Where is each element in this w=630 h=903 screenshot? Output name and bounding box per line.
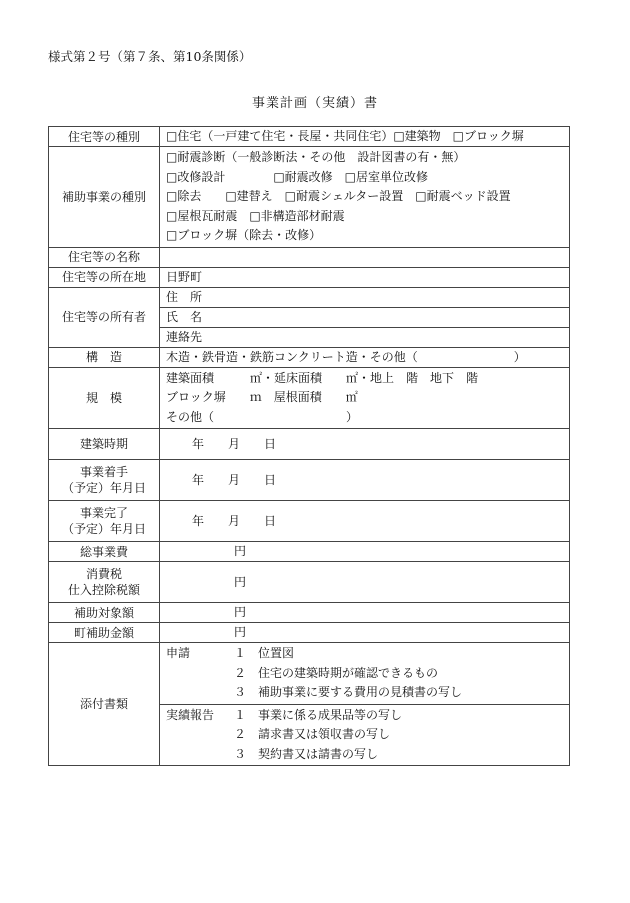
attachment-item: [166, 706, 569, 726]
row-town-subsidy: [49, 623, 570, 643]
subsidy-option-line[interactable]: □改修設計 □耐震改修 □居室単位改修: [166, 169, 429, 184]
row-attachments-application: [49, 643, 570, 705]
building-type-options[interactable]: □住宅（一戸建て住宅・長屋・共同住宅）□建築物 □ブロック塀: [160, 127, 570, 147]
attachment-text: 契約書又は請書の写し: [258, 746, 379, 761]
owner-contact-field[interactable]: 連絡先: [160, 327, 570, 347]
start-date-field[interactable]: 年 月 日: [160, 460, 570, 501]
attachment-number: １: [234, 707, 247, 722]
attachment-item: [166, 683, 569, 703]
row-total-cost: [49, 542, 570, 562]
attachment-number: ２: [234, 727, 247, 741]
attachments-application: [160, 643, 570, 705]
scale-fields: [160, 367, 570, 429]
built-date-field[interactable]: 年 月 日: [160, 429, 570, 460]
attachment-text: 請求書又は領収書の写し: [258, 727, 391, 741]
label-end-line2: （予定）年月日: [61, 522, 146, 536]
scale-line[interactable]: 建築面積 ㎡・延床面積 ㎡・地上 階 地下 階: [166, 370, 479, 385]
label-location: 住宅等の所在地: [49, 267, 160, 287]
attachment-item: [166, 725, 569, 745]
subsidy-option-line[interactable]: □除去 □建替え □耐震シェルター設置 □耐震ベッド設置: [166, 189, 511, 203]
end-date-field[interactable]: 年 月 日: [160, 501, 570, 542]
total-cost-field[interactable]: 円: [160, 542, 570, 562]
attachment-item: [166, 664, 569, 684]
subsidy-option-line[interactable]: □耐震診断（一般診断法・その他 設計図書の有・無）: [166, 150, 466, 164]
attachment-number: ２: [234, 665, 247, 680]
label-owner: 住宅等の所有者: [49, 287, 160, 347]
row-location: [49, 267, 570, 287]
label-start-line1: 事業着手: [79, 465, 128, 479]
label-scale: 規 模: [49, 367, 160, 429]
owner-address-field[interactable]: 住 所: [160, 287, 570, 307]
attachment-text: 事業に係る成果品等の写し: [258, 707, 403, 722]
label-start-date: [49, 460, 160, 501]
label-target-amount: 補助対象額: [49, 603, 160, 623]
application-heading: 申請: [166, 646, 191, 660]
row-end-date: [49, 501, 570, 542]
label-total-cost: 総事業費: [49, 542, 160, 562]
row-building-type: [49, 127, 570, 147]
attachment-text: 住宅の建築時期が確認できるもの: [258, 665, 439, 680]
structure-field[interactable]: 木造・鉄骨造・鉄筋コンクリート造・その他（ ）: [160, 347, 570, 367]
label-building-name: 住宅等の名称: [49, 247, 160, 267]
label-building-type: 住宅等の種別: [49, 127, 160, 147]
plan-table: [48, 126, 570, 766]
location-field[interactable]: 日野町: [160, 267, 570, 287]
scale-line[interactable]: ブロック塀 ｍ 屋根面積 ㎡: [166, 390, 358, 404]
label-start-line2: （予定）年月日: [61, 481, 146, 495]
row-built-date: [49, 429, 570, 460]
label-built-date: 建築時期: [49, 429, 160, 460]
attachment-text: 補助事業に要する費用の見積書の写し: [258, 685, 463, 699]
label-structure: 構 造: [49, 347, 160, 367]
row-building-name: [49, 247, 570, 267]
attachment-number: ３: [234, 746, 247, 761]
label-tax-line2: 仕入控除税額: [67, 583, 140, 597]
row-scale: [49, 367, 570, 429]
label-end-line1: 事業完了: [79, 506, 128, 520]
row-structure: [49, 347, 570, 367]
target-amount-field[interactable]: 円: [160, 603, 570, 623]
subsidy-option-line[interactable]: □ブロック塀（除去・改修）: [166, 228, 322, 242]
subsidy-option-line[interactable]: □屋根瓦耐震 □非構造部材耐震: [166, 208, 345, 223]
attachment-number: １: [234, 646, 247, 660]
label-tax-line1: 消費税: [85, 567, 122, 581]
label-end-date: [49, 501, 160, 542]
building-name-field[interactable]: [160, 247, 570, 267]
document-title: 事業計画（実績）書: [251, 96, 378, 111]
attachment-text: 位置図: [258, 646, 295, 660]
attachments-report: [160, 704, 570, 766]
subsidy-type-options: [160, 147, 570, 248]
attachment-item: [166, 745, 569, 765]
attachment-item: [166, 644, 569, 664]
owner-name-field[interactable]: 氏 名: [160, 307, 570, 327]
town-subsidy-field[interactable]: 円: [160, 623, 570, 643]
report-heading: 実績報告: [166, 707, 215, 722]
row-owner-address: [49, 287, 570, 307]
tax-field[interactable]: 円: [160, 562, 570, 603]
label-subsidy-type: 補助事業の種別: [49, 147, 160, 248]
row-tax: [49, 562, 570, 603]
form-number: 様式第２号（第７条、第10条関係）: [48, 49, 252, 64]
attachment-number: ３: [234, 685, 247, 699]
label-town-subsidy: 町補助金額: [49, 623, 160, 643]
row-start-date: [49, 460, 570, 501]
row-target-amount: [49, 603, 570, 623]
row-subsidy-type: [49, 147, 570, 248]
scale-line[interactable]: その他（ ）: [166, 409, 359, 424]
label-attachments: 添付書類: [49, 643, 160, 766]
label-tax: [49, 562, 160, 603]
